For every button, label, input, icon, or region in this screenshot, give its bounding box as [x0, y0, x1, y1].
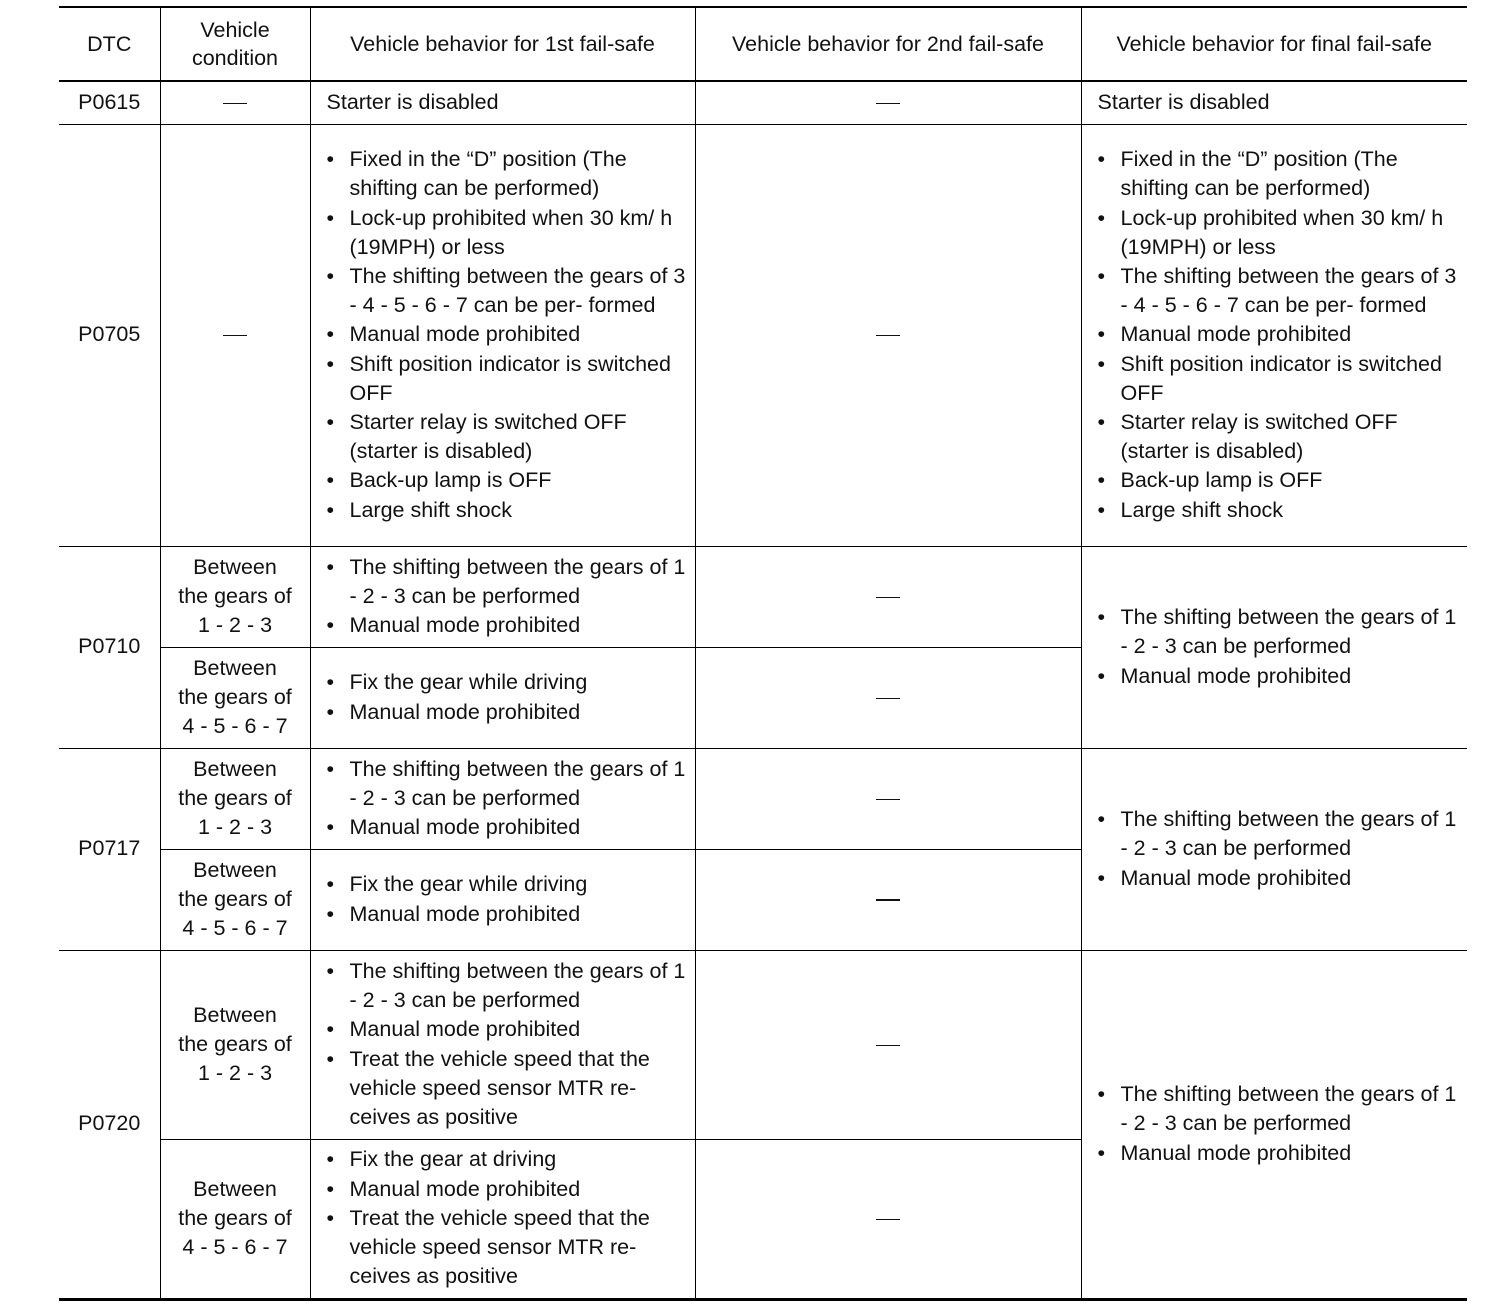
first-behavior	[310, 748, 695, 849]
vehicle-condition	[160, 546, 310, 647]
header-vehicle-condition: Vehicle condition	[160, 7, 310, 81]
final-behavior	[1081, 748, 1467, 950]
condition-line: 4 - 5 - 6 - 7	[182, 916, 288, 940]
table-row	[59, 81, 1467, 124]
list-item: • Manual mode prohibited	[1098, 864, 1462, 893]
list-item: • Back-up lamp is OFF	[1098, 466, 1462, 495]
empty-dash	[160, 124, 310, 546]
vehicle-condition	[160, 748, 310, 849]
list-item: • Starter relay is switched OFF (starter is disabled)	[327, 408, 689, 466]
list-item: • Fix the gear while driving	[327, 870, 689, 899]
first-behavior: Starter is disabled	[310, 81, 695, 124]
list-item: • Treat the vehicle speed that the vehicle speed sensor MTR re- ceives as positive	[327, 1204, 689, 1292]
list-item: • The shifting between the gears of 1 - 2 - 3 can be performed	[327, 755, 689, 813]
list-item: • Large shift shock	[327, 496, 689, 525]
first-behavior	[310, 124, 695, 546]
condition-line: Between	[193, 858, 277, 882]
table-row	[59, 950, 1467, 1139]
list-item: • Manual mode prohibited	[327, 813, 689, 842]
list-item: • Starter relay is switched OFF (starter is disabled)	[1098, 408, 1462, 466]
empty-dash	[695, 1139, 1081, 1299]
dtc-code: P0710	[59, 546, 160, 748]
final-behavior	[1081, 546, 1467, 748]
bullet-list	[311, 870, 695, 928]
bullet-list	[311, 957, 695, 1132]
list-item: • Manual mode prohibited	[327, 1175, 689, 1204]
table-row	[59, 124, 1467, 546]
empty-dash	[695, 546, 1081, 647]
bullet-list	[1082, 805, 1468, 893]
list-item: • The shifting between the gears of 3 - 4 - 5 - 6 - 7 can be per- formed	[1098, 262, 1462, 320]
list-item: • The shifting between the gears of 1 - 2 - 3 can be performed	[1098, 603, 1462, 661]
list-item: • Manual mode prohibited	[327, 611, 689, 640]
list-item: • Fixed in the “D” position (The shifting can be performed)	[327, 145, 689, 203]
list-item: • Lock-up prohibited when 30 km/ h (19MPH) or less	[1098, 204, 1462, 262]
condition-line: Between	[193, 555, 277, 579]
list-item: • Manual mode prohibited	[327, 900, 689, 929]
vehicle-condition	[160, 647, 310, 748]
list-item: • Manual mode prohibited	[327, 698, 689, 727]
list-item: • Lock-up prohibited when 30 km/ h (19MPH) or less	[327, 204, 689, 262]
condition-line: 4 - 5 - 6 - 7	[182, 714, 288, 738]
list-item: • Shift position indicator is switched OFF	[327, 350, 689, 408]
final-behavior: Starter is disabled	[1081, 81, 1467, 124]
list-item: • Manual mode prohibited	[327, 320, 689, 349]
condition-line: the gears of	[178, 685, 292, 709]
table-row	[59, 748, 1467, 849]
condition-line: Between	[193, 656, 277, 680]
header-final-fail-safe: Vehicle behavior for final fail-safe	[1081, 7, 1467, 81]
condition-line: 1 - 2 - 3	[197, 1061, 273, 1085]
condition-line: the gears of	[178, 887, 292, 911]
bullet-list	[311, 755, 695, 843]
list-item: • Back-up lamp is OFF	[327, 466, 689, 495]
empty-dash	[695, 81, 1081, 124]
first-behavior	[310, 647, 695, 748]
list-item: • Treat the vehicle speed that the vehicle speed sensor MTR re- ceives as positive	[327, 1045, 689, 1133]
bullet-list	[1082, 145, 1468, 525]
bullet-list	[1082, 1080, 1468, 1168]
condition-line: 1 - 2 - 3	[197, 613, 273, 637]
dtc-code: P0720	[59, 950, 160, 1299]
condition-line: the gears of	[178, 1032, 292, 1056]
vehicle-condition	[160, 950, 310, 1139]
condition-line: Between	[193, 757, 277, 781]
empty-dash	[695, 950, 1081, 1139]
list-item: • Shift position indicator is switched OFF	[1098, 350, 1462, 408]
first-behavior	[310, 546, 695, 647]
first-behavior	[310, 1139, 695, 1299]
condition-line: the gears of	[178, 786, 292, 810]
vehicle-condition	[160, 1139, 310, 1299]
list-item: • Manual mode prohibited	[1098, 1139, 1462, 1168]
bullet-list	[311, 668, 695, 726]
list-item: • The shifting between the gears of 1 - 2 - 3 can be performed	[327, 957, 689, 1015]
list-item: • Fix the gear at driving	[327, 1145, 689, 1174]
final-behavior	[1081, 950, 1467, 1299]
condition-line: Between	[193, 1003, 277, 1027]
bullet-list	[311, 1145, 695, 1291]
list-item: • The shifting between the gears of 1 - 2 - 3 can be performed	[1098, 805, 1462, 863]
list-item: • The shifting between the gears of 1 - 2 - 3 can be performed	[1098, 1080, 1462, 1138]
header-row	[59, 7, 1467, 81]
dtc-code: P0615	[59, 81, 160, 124]
list-item: • The shifting between the gears of 3 - 4 - 5 - 6 - 7 can be per- formed	[327, 262, 689, 320]
final-behavior	[1081, 124, 1467, 546]
empty-dash	[695, 124, 1081, 546]
first-behavior	[310, 849, 695, 950]
list-item: • The shifting between the gears of 1 - 2 - 3 can be performed	[327, 553, 689, 611]
dtc-code: P0717	[59, 748, 160, 950]
list-item: • Large shift shock	[1098, 496, 1462, 525]
condition-line: the gears of	[178, 584, 292, 608]
list-item: • Manual mode prohibited	[327, 1015, 689, 1044]
condition-line: 1 - 2 - 3	[197, 815, 273, 839]
condition-line: the gears of	[178, 1206, 292, 1230]
bullet-list	[1082, 603, 1468, 691]
bullet-list	[311, 145, 695, 525]
empty-dash	[695, 748, 1081, 849]
list-item: • Fixed in the “D” position (The shifting can be performed)	[1098, 145, 1462, 203]
empty-dash	[160, 81, 310, 124]
condition-line: 4 - 5 - 6 - 7	[182, 1235, 288, 1259]
list-item: • Manual mode prohibited	[1098, 662, 1462, 691]
bullet-list	[311, 553, 695, 641]
list-item: • Manual mode prohibited	[1098, 320, 1462, 349]
empty-dash	[695, 849, 1081, 950]
empty-dash	[695, 647, 1081, 748]
table-row	[59, 546, 1467, 647]
header-2nd-fail-safe: Vehicle behavior for 2nd fail-safe	[695, 7, 1081, 81]
fail-safe-table	[59, 6, 1467, 1301]
first-behavior	[310, 950, 695, 1139]
header-1st-fail-safe: Vehicle behavior for 1st fail-safe	[310, 7, 695, 81]
condition-line: Between	[193, 1177, 277, 1201]
list-item: • Fix the gear while driving	[327, 668, 689, 697]
header-dtc: DTC	[59, 7, 160, 81]
vehicle-condition	[160, 849, 310, 950]
dtc-code: P0705	[59, 124, 160, 546]
